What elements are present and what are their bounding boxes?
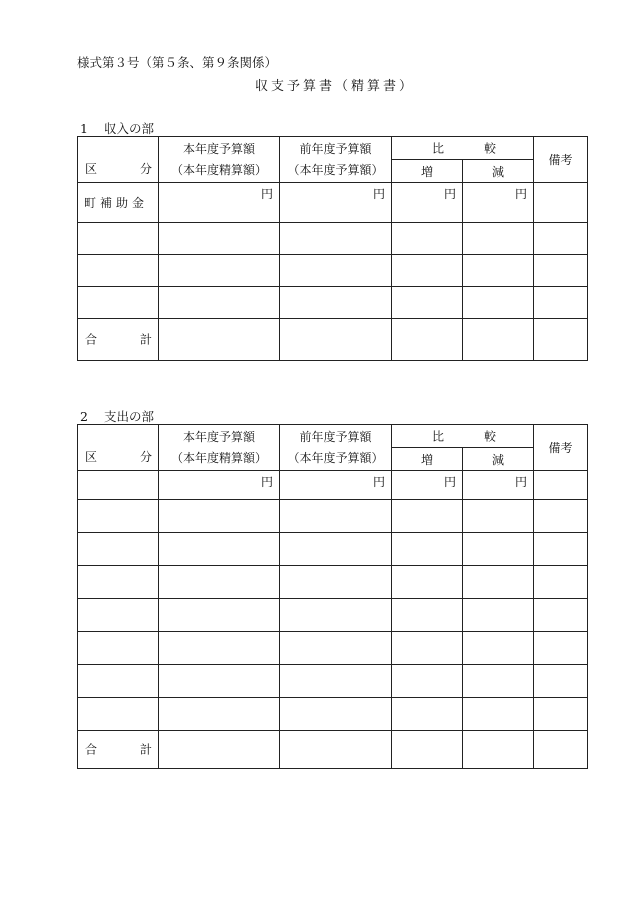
- row-label-subsidy: 町補助金: [78, 183, 159, 223]
- table-cell: [78, 471, 159, 500]
- header-compare: [392, 137, 534, 160]
- total-char-2: 計: [139, 332, 152, 347]
- header-current-year: [159, 425, 280, 471]
- header-previous-year-line-1: 前年度予算額: [299, 429, 372, 444]
- header-previous-year-line-1: 前年度予算額: [299, 141, 372, 156]
- income-section-heading: [80, 119, 154, 137]
- total-char-1: 合: [85, 332, 98, 347]
- expense-section-heading: [80, 407, 154, 425]
- unit-label: 円: [463, 471, 534, 500]
- header-remarks: 備考: [534, 137, 588, 183]
- unit-label: 円: [159, 471, 280, 500]
- table-row: [78, 223, 588, 255]
- unit-label: 円: [392, 471, 463, 500]
- table-row: [78, 287, 588, 319]
- header-previous-year-line-2: （本年度予算額）: [287, 162, 384, 177]
- expense-table: [77, 424, 588, 769]
- header-current-year-line-2: （本年度精算額）: [170, 162, 267, 177]
- income-table: [77, 136, 588, 361]
- unit-label: 円: [280, 471, 392, 500]
- header-current-year: [159, 137, 280, 183]
- section-title: 収入の部: [104, 121, 155, 136]
- table-row: [78, 632, 588, 665]
- total-label: [78, 731, 159, 769]
- table-row: [78, 698, 588, 731]
- table-row: [78, 255, 588, 287]
- unit-label: 円: [463, 183, 534, 223]
- table-row: [78, 665, 588, 698]
- header-compare: [392, 425, 534, 448]
- form-number: 様式第３号（第５条、第９条関係）: [77, 55, 278, 70]
- header-category: [78, 137, 159, 183]
- unit-label: 円: [159, 183, 280, 223]
- header-compare-char-1: 比: [432, 141, 445, 156]
- header-previous-year: [280, 137, 392, 183]
- table-row: [78, 500, 588, 533]
- total-char-2: 計: [139, 742, 152, 757]
- header-previous-year: [280, 425, 392, 471]
- header-category-char-2: 分: [139, 449, 152, 464]
- table-row: [78, 566, 588, 599]
- table-row: [78, 599, 588, 632]
- total-label: [78, 319, 159, 361]
- header-current-year-line-1: 本年度予算額: [182, 141, 255, 156]
- unit-label: 円: [392, 183, 463, 223]
- header-category-char-2: 分: [139, 161, 152, 176]
- section-number: 1: [80, 121, 88, 136]
- unit-label: 円: [280, 183, 392, 223]
- table-cell: [534, 183, 588, 223]
- header-category: [78, 425, 159, 471]
- header-current-year-line-1: 本年度予算額: [182, 429, 255, 444]
- total-char-1: 合: [85, 742, 98, 757]
- header-decrease: 減: [463, 448, 534, 471]
- header-remarks: 備考: [534, 425, 588, 471]
- table-row: [78, 533, 588, 566]
- header-increase: 増: [392, 448, 463, 471]
- header-current-year-line-2: （本年度精算額）: [170, 450, 267, 465]
- header-previous-year-line-2: （本年度予算額）: [287, 450, 384, 465]
- section-title: 支出の部: [104, 409, 155, 424]
- document-title: 収支予算書（精算書）: [254, 79, 415, 94]
- header-compare-char-2: 較: [484, 141, 497, 156]
- header-compare-char-2: 較: [484, 429, 497, 444]
- header-category-char-1: 区: [85, 161, 98, 176]
- table-cell: [534, 471, 588, 500]
- header-increase: 増: [392, 160, 463, 183]
- section-number: 2: [80, 409, 88, 424]
- header-compare-char-1: 比: [432, 429, 445, 444]
- header-decrease: 減: [463, 160, 534, 183]
- header-category-char-1: 区: [85, 449, 98, 464]
